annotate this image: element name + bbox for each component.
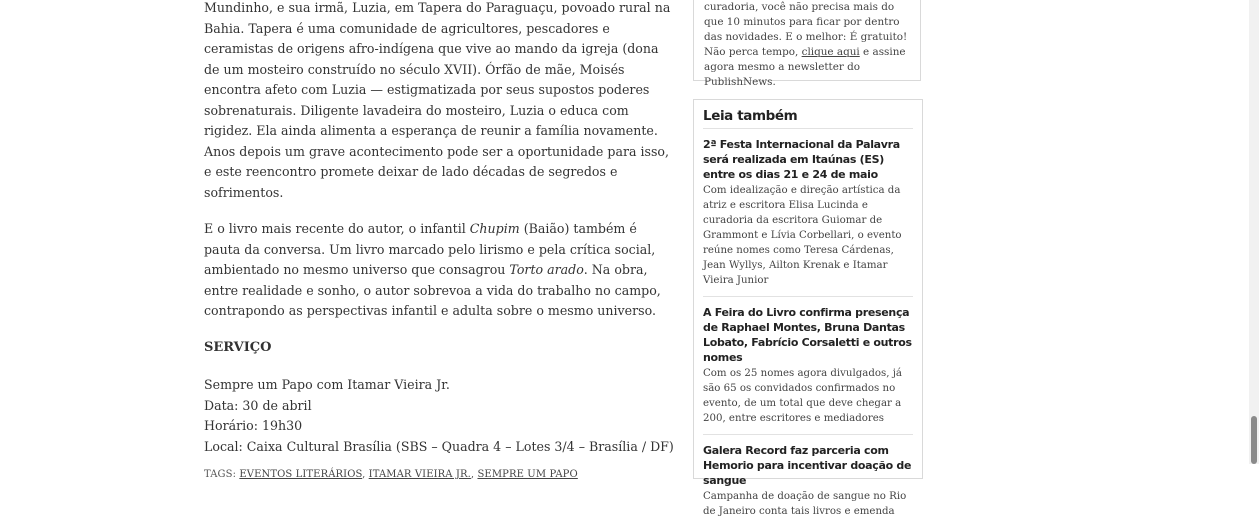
service-time: Horário: 19h30 (204, 418, 303, 433)
tag-link[interactable]: SEMPRE UM PAPO (477, 469, 578, 480)
tag-link[interactable]: ITAMAR VIEIRA JR. (368, 469, 471, 480)
page-scrollbar[interactable] (1249, 0, 1259, 464)
tag-link[interactable]: EVENTOS LITERÁRIOS (239, 469, 363, 480)
newsletter-text: curadoria, você não precisa mais do que 10 minutos para ficar por dentro das novidades. E o melhor: É gratuito! Não perca tempo, (704, 1, 908, 58)
related-heading: Leia também (703, 106, 913, 129)
tags-label: TAGS: (204, 469, 240, 480)
text: E o livro mais recente do autor, o infantil (204, 221, 470, 236)
service-date: Data: 30 de abril (204, 397, 312, 413)
tags: TAGS: EVENTOS LITERÁRIOS, ITAMAR VIEIRA JR., SEMPRE UM PAPO (204, 469, 578, 480)
book-title: Chupim (469, 221, 520, 236)
newsletter-box (693, 0, 921, 88)
newsletter-text: e assine agora mesmo a newsletter do PublishNews. (704, 46, 906, 88)
related-item[interactable] (703, 297, 913, 435)
text: . Na obra, entre realidade e sonho, o autor sobrevoa a vida do trabalho no campo, contrapondo as perspectivas infantil e adulta sobre o mesmo universo. (204, 262, 661, 318)
service-heading: SERVIÇO (204, 339, 272, 355)
newsletter-subscribe-link[interactable]: clique aqui (801, 46, 860, 58)
service-place: Local: Caixa Cultural Brasília (SBS – Quadra 4 – Lotes 3/4 – Brasília / DF) (204, 438, 674, 454)
related-item-title[interactable]: A Feira do Livro confirma presença de Raphael Montes, Bruna Dantas Lobato, Fabrício Corsaletti e outros nomes (703, 306, 912, 364)
related-item-title[interactable]: Galera Record faz parceria com Hemorio para incentivar doação de sangue (703, 444, 912, 487)
related-item-title[interactable]: 2ª Festa Internacional da Palavra será realizada em Itaúnas (ES) entre os dias 21 e 24 de maio (703, 138, 900, 181)
article-body (204, 0, 676, 486)
related-box (693, 99, 923, 517)
related-item[interactable] (703, 129, 913, 297)
related-item-desc: Com os 25 nomes agora divulgados, já são 65 os convidados confirmados no evento, de um total que deve chegar a 200, entre escritores e mediadores (703, 368, 902, 424)
related-item[interactable] (703, 435, 913, 527)
related-item-desc: Com idealização e direção artística da atriz e escritora Elisa Lucinda e curadoria da escritora Guiomar de Grammont e Lívia Corbellari, o evento reúne nomes como Teresa Cárdenas, Jean Wyllys, Ailton Krenak e Itamar Vieira Junior (703, 185, 902, 286)
scrollbar-thumb[interactable] (1251, 416, 1257, 464)
article-paragraph (204, 219, 676, 322)
article-paragraph: Mundinho, e sua irmã, Luzia, em Tapera do Paraguaçu, povoado rural na Bahia. Tapera é uma comunidade de agricultores, pescadores e ceramistas de origens afro-indígena que vive ao mando da igreja (dona de um mosteiro construído no século XVII). Órfão de mãe, Moisés encontra afeto com Luzia — estigmatizada por seus supostos poderes sobrenaturais. Diligente lavadeira do mosteiro, Luzia o educa com rigidez. Ela ainda alimenta a esperança de reunir a família novamente. Anos depois um grave acontecimento pode ser a oportunidade para isso, e este reencontro promete deixar de lado décadas de segredos e sofrimentos. (204, 0, 671, 200)
related-item-desc: Campanha de doação de sangue no Rio de Janeiro conta tais livros e emenda (703, 491, 907, 517)
service-info (204, 375, 676, 457)
service-event: Sempre um Papo com Itamar Vieira Jr. (204, 377, 450, 392)
book-title: Torto arado (509, 262, 584, 277)
text: (Baião) também é pauta da conversa. Um livro marcado pelo lirismo e pela crítica social, ambientado no mesmo universo que consagrou (204, 221, 656, 277)
